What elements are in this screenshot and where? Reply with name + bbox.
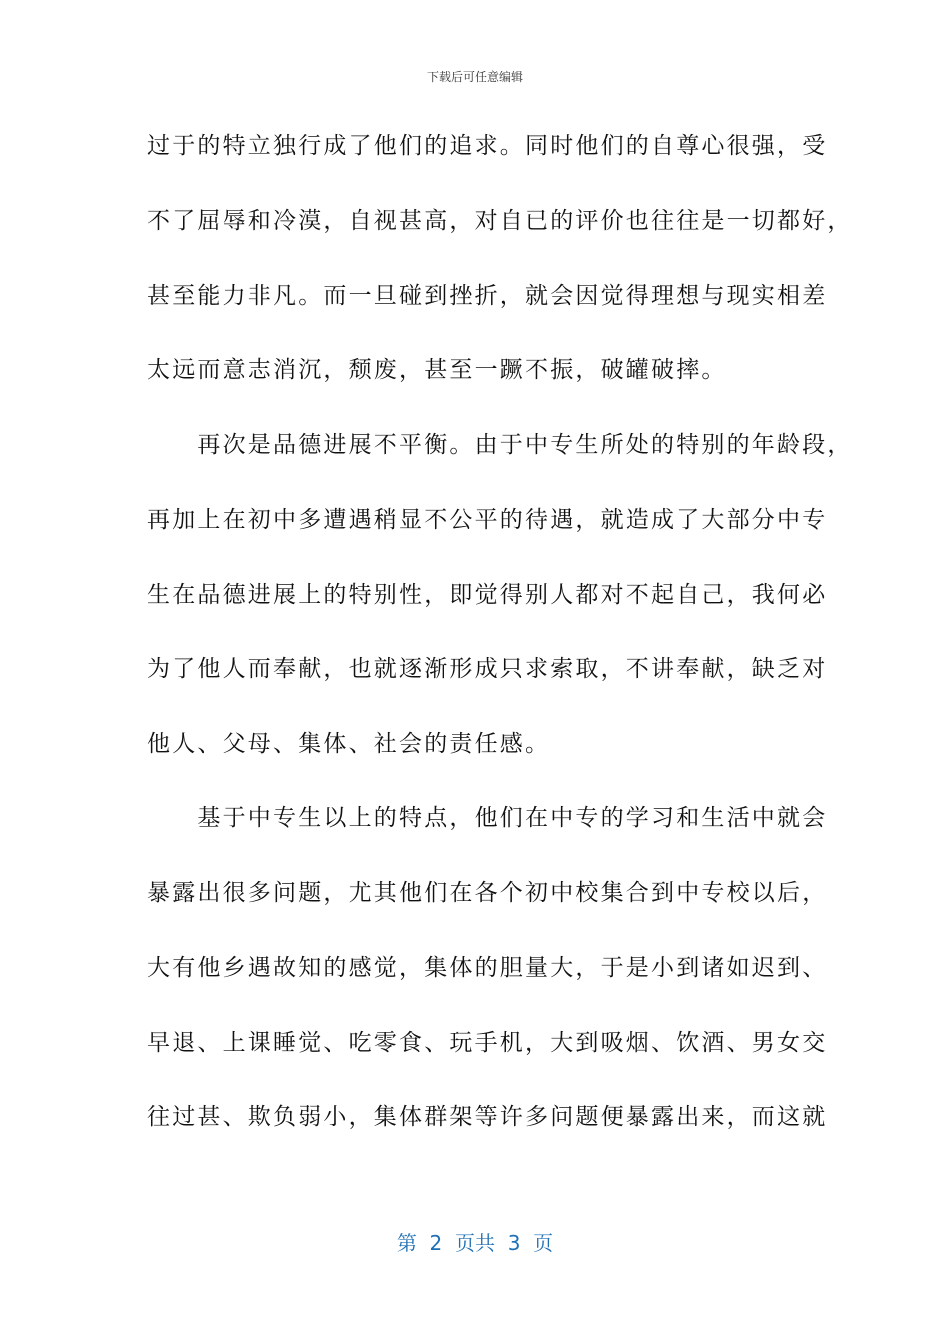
body-line: 暴露出很多问题，尤其他们在各个初中校集合到中专校以后， (147, 880, 828, 906)
body-line: 大有他乡遇故知的感觉，集体的胆量大，于是小到诸如迟到、 (147, 955, 828, 981)
body-line: 早退、上课睡觉、吃零食、玩手机，大到吸烟、饮酒、男女交 (147, 1030, 828, 1056)
body-line: 为了他人而奉献，也就逐渐形成只求索取，不讲奉献，缺乏对 (147, 656, 828, 682)
body-line: 太远而意志消沉，颓废，甚至一蹶不振，破罐破摔。 (147, 357, 727, 383)
body-line: 再次是品德进展不平衡。由于中专生所处的特别的年龄段， (147, 432, 853, 458)
body-line: 生在品德进展上的特别性，即觉得别人都对不起自己，我何必 (147, 582, 828, 608)
body-line: 甚至能力非凡。而一旦碰到挫折，就会因觉得理想与现实相差 (147, 283, 828, 309)
body-line: 再加上在初中多遭遇稍显不公平的待遇，就造成了大部分中专 (147, 507, 828, 533)
body-line: 基于中专生以上的特点，他们在中专的学习和生活中就会 (147, 805, 828, 831)
body-line: 他人、父母、集体、社会的责任感。 (147, 731, 551, 757)
body-line: 往过甚、欺负弱小，集体群架等许多问题便暴露出来，而这就 (147, 1104, 828, 1130)
body-line: 过于的特立独行成了他们的追求。同时他们的自尊心很强，受 (147, 133, 828, 159)
download-note: 下载后可任意编辑 (426, 70, 523, 84)
page-number-footer: 第 2 页共 3 页 (396, 1231, 554, 1255)
body-line: 不了屈辱和冷漠，自视甚高，对自已的评价也往往是一切都好， (147, 208, 853, 234)
